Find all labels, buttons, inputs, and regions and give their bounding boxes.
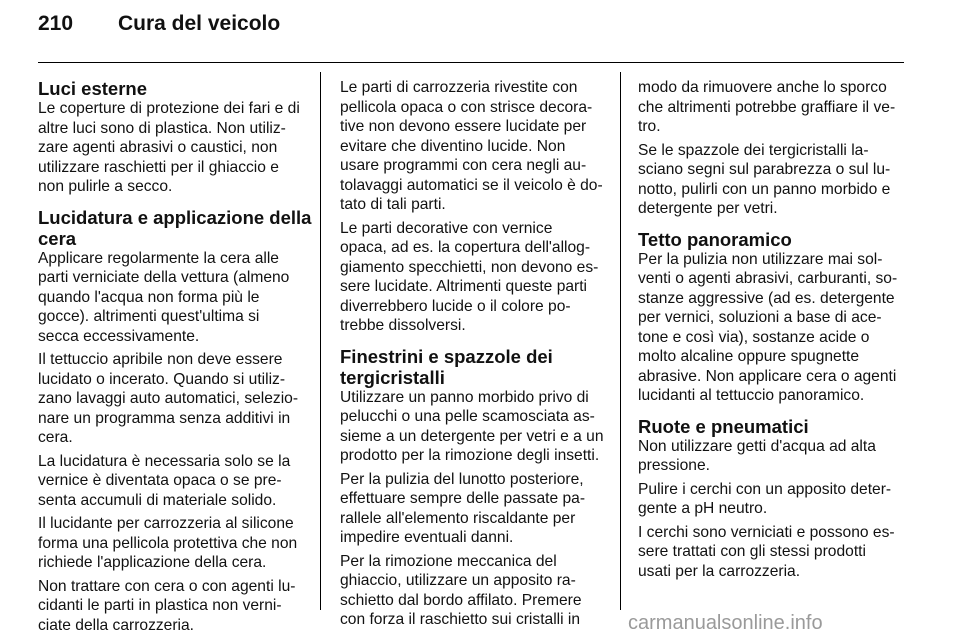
paragraph bbox=[38, 99, 306, 197]
column-3 bbox=[638, 78, 906, 581]
text-line: venti o agenti abrasivi, carburanti, so- bbox=[638, 270, 898, 287]
page-number: 210 bbox=[38, 12, 74, 35]
text-line: pellicola opaca o con strisce decora- bbox=[340, 98, 593, 116]
text-line: sere trattati con gli stessi prodotti bbox=[638, 543, 866, 560]
text-line: parti verniciate della vettura (almeno bbox=[38, 269, 290, 286]
text-line: utilizzare raschietti per il ghiaccio e bbox=[38, 158, 279, 176]
paragraph bbox=[38, 514, 306, 573]
paragraph bbox=[340, 219, 608, 336]
paragraph bbox=[638, 480, 906, 519]
text-line: pressione. bbox=[638, 457, 710, 474]
text-line: tro. bbox=[638, 118, 661, 135]
text-line: quando l'acqua non forma più le bbox=[38, 288, 260, 306]
text-line: Non utilizzare getti d'acqua ad alta bbox=[638, 437, 876, 455]
text-line: tone e così via), sostanze acide o bbox=[638, 328, 870, 346]
paragraph bbox=[340, 552, 608, 630]
paragraph bbox=[340, 470, 608, 548]
text-line: cidanti le parti in plastica non verni- bbox=[38, 597, 282, 614]
text-line: La lucidatura è necessaria solo se la bbox=[38, 452, 291, 470]
text-line: lucidanti al tettuccio panoramico. bbox=[638, 387, 865, 404]
text-line: molto alcaline oppure spugnette bbox=[638, 348, 860, 365]
text-line: ciate della carrozzeria. bbox=[38, 616, 195, 634]
header-divider bbox=[38, 62, 904, 63]
text-line: giamento specchietti, non devono es- bbox=[340, 258, 599, 276]
text-line: notto, pulirli con un panno morbido e bbox=[638, 180, 891, 198]
heading-line: cera bbox=[38, 227, 77, 249]
text-line: Utilizzare un panno morbido privo di bbox=[340, 388, 589, 406]
text-line: secca eccessivamente. bbox=[38, 327, 200, 345]
text-line: Non trattare con cera o con agenti lu- bbox=[38, 577, 296, 595]
text-line: evitare che diventino lucide. Non bbox=[340, 137, 566, 155]
text-line: richiede l'applicazione della cera. bbox=[38, 554, 267, 571]
paragraph bbox=[38, 452, 306, 511]
text-line: vernice è diventata opaca o se pre- bbox=[38, 472, 282, 489]
text-line: rallele all'elemento riscaldante per bbox=[340, 509, 576, 527]
text-line: Pulire i cerchi con un apposito deter- bbox=[638, 480, 892, 498]
paragraph bbox=[638, 250, 906, 406]
heading-line: Lucidatura e applicazione della bbox=[38, 206, 312, 228]
text-line: lucidato o incerato. Quando si utiliz- bbox=[38, 370, 286, 388]
text-line: gocce). altrimenti quest'ultima si bbox=[38, 308, 260, 325]
text-line: Per la pulizia non utilizzare mai sol- bbox=[638, 250, 883, 268]
text-line: Applicare regolarmente la cera alle bbox=[38, 249, 279, 267]
heading-line: Tetto panoramico bbox=[638, 228, 792, 250]
paragraph bbox=[38, 249, 306, 347]
column-2 bbox=[340, 78, 608, 630]
text-line: prodotto per la rimozione degli insetti. bbox=[340, 447, 600, 464]
paragraph bbox=[340, 388, 608, 466]
section-heading bbox=[638, 416, 906, 437]
text-line: I cerchi sono verniciati e possono es- bbox=[638, 523, 895, 541]
text-line: con forza il raschietto sui cristalli in bbox=[340, 611, 581, 628]
text-line: impedire eventuali danni. bbox=[340, 529, 514, 546]
heading-line: Finestrini e spazzole dei bbox=[340, 345, 553, 367]
text-line: zano lavaggi auto automatici, selezio- bbox=[38, 390, 299, 407]
text-line: senta accumuli di materiale solido. bbox=[38, 491, 277, 509]
text-line: modo da rimuovere anche lo sporco bbox=[638, 79, 887, 96]
paragraph bbox=[38, 350, 306, 448]
heading-line: Luci esterne bbox=[38, 78, 147, 99]
column-divider bbox=[620, 72, 621, 610]
text-line: zare agenti abrasivi o caustici, non bbox=[38, 139, 278, 156]
paragraph bbox=[638, 523, 906, 582]
text-line: trebbe dissolversi. bbox=[340, 317, 466, 334]
text-line: tolavaggi automatici se il veicolo è do- bbox=[340, 176, 603, 194]
text-line: sieme a un detergente per vetri e a un bbox=[340, 427, 604, 445]
watermark: carmanualsonline.info bbox=[628, 612, 823, 634]
text-line: Le coperture di protezione dei fari e di bbox=[38, 100, 300, 117]
text-line: ghiaccio, utilizzare un apposito ra- bbox=[340, 572, 576, 589]
text-line: detergente per vetri. bbox=[638, 200, 778, 217]
text-line: altre luci sono di plastica. Non utiliz- bbox=[38, 119, 286, 137]
text-line: stanze aggressive (ad es. detergente bbox=[638, 289, 895, 307]
text-line: tato di tali parti. bbox=[340, 196, 446, 213]
text-line: abrasive. Non applicare cera o agenti bbox=[638, 367, 897, 385]
text-line: opaca, ad es. la copertura dell'allog- bbox=[340, 239, 591, 256]
column-divider bbox=[320, 72, 321, 610]
text-line: sciano segni sul parabrezza o sul lu- bbox=[638, 161, 891, 178]
text-line: tive non devono essere lucidate per bbox=[340, 118, 587, 135]
text-line: usare programmi con cera negli au- bbox=[340, 157, 587, 174]
text-line: Il lucidante per carrozzeria al silicone bbox=[38, 515, 294, 532]
paragraph bbox=[340, 78, 608, 215]
text-line: non pulirle a secco. bbox=[38, 178, 173, 195]
text-line: gente a pH neutro. bbox=[638, 500, 768, 517]
section-heading bbox=[38, 206, 312, 249]
paragraph bbox=[638, 78, 906, 137]
page-title: Cura del veicolo bbox=[118, 12, 281, 35]
text-line: pelucchi o una pelle scamosciata as- bbox=[340, 408, 595, 425]
text-line: nare un programma senza additivi in bbox=[38, 409, 291, 427]
paragraph bbox=[638, 437, 906, 476]
paragraph bbox=[638, 141, 906, 219]
text-line: per vernici, soluzioni a base di ace- bbox=[638, 309, 882, 326]
heading-line: Ruote e pneumatici bbox=[638, 415, 809, 437]
section-heading bbox=[38, 78, 306, 99]
text-line: Per la pulizia del lunotto posteriore, bbox=[340, 470, 584, 488]
paragraph bbox=[38, 577, 306, 636]
text-line: cera. bbox=[38, 429, 73, 446]
text-line: sere lucidate. Altrimenti queste parti bbox=[340, 278, 588, 295]
section-heading bbox=[340, 346, 608, 388]
heading-line: tergicristalli bbox=[340, 366, 445, 388]
text-line: che altrimenti potrebbe graffiare il ve- bbox=[638, 98, 896, 116]
text-line: Se le spazzole dei tergicristalli la- bbox=[638, 141, 869, 159]
section-heading bbox=[638, 229, 906, 250]
text-line: schietto dal bordo affilato. Premere bbox=[340, 591, 582, 609]
text-line: usati per la carrozzeria. bbox=[638, 562, 801, 580]
text-line: Le parti decorative con vernice bbox=[340, 219, 553, 237]
text-line: forma una pellicola protettiva che non bbox=[38, 534, 298, 552]
text-line: Le parti di carrozzeria rivestite con bbox=[340, 79, 578, 96]
text-line: Per la rimozione meccanica del bbox=[340, 552, 557, 570]
column-1 bbox=[38, 78, 312, 635]
text-line: diverrebbero lucide o il colore po- bbox=[340, 297, 571, 315]
text-line: Il tettuccio apribile non deve essere bbox=[38, 351, 283, 368]
text-line: effettuare sempre delle passate pa- bbox=[340, 490, 586, 507]
